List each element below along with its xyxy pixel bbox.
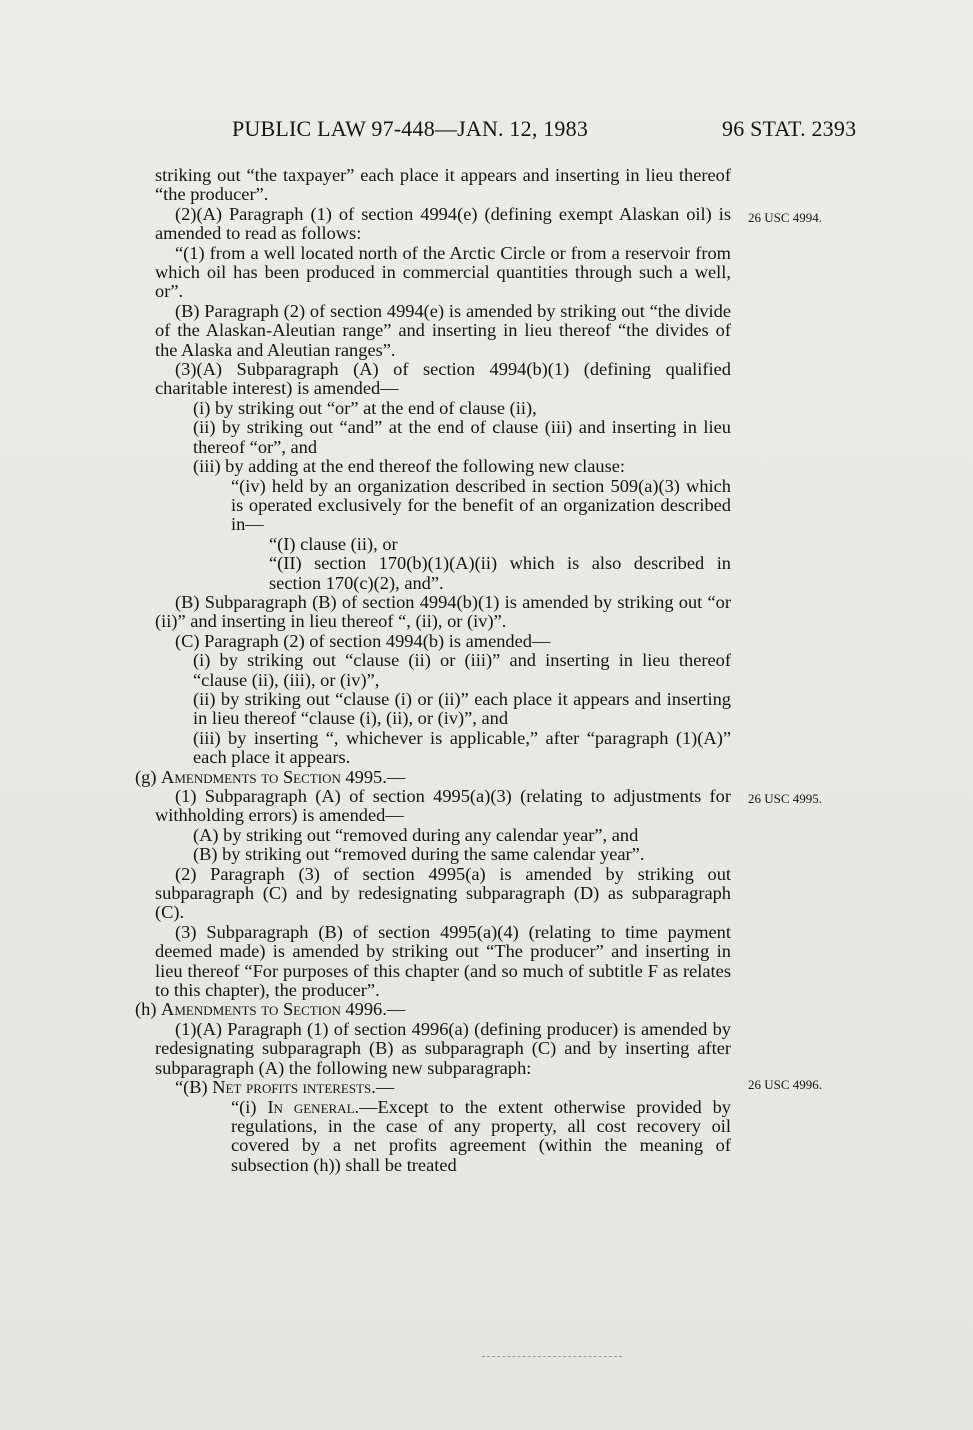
quoted-clause: “(iv) held by an organization described in section 509(a)(3) which is operated exclusively for the benefit of an organization described in— xyxy=(231,475,731,535)
quoted-subclause: “(I) clause (ii), or xyxy=(269,533,398,554)
clause: (iii) by inserting “, whichever is applicable,” after “paragraph (1)(A)” each place it appears. xyxy=(193,727,731,768)
clause: (ii) by striking out “clause (i) or (ii)” each place it appears and inserting in lieu thereof “clause (i), (ii), or (iv)”, and xyxy=(193,688,731,729)
subsection-label: (g) xyxy=(135,766,162,787)
quoted-heading xyxy=(155,1078,731,1097)
paragraph: (3)(A) Subparagraph (A) of section 4994(b)(1) (defining qualified charitable interest) is amended— xyxy=(155,359,731,399)
subsection-title: Amendments to Section 4996.— xyxy=(161,999,406,1020)
paragraph: (C) Paragraph (2) of section 4994(b) is amended— xyxy=(175,630,551,651)
quoted-clause xyxy=(155,1098,731,1176)
margin-citation: 26 USC 4994. xyxy=(748,210,823,225)
section-heading xyxy=(135,768,731,787)
document-body xyxy=(135,165,731,1175)
clause: (i) by striking out “or” at the end of clause (ii), xyxy=(193,397,537,418)
law-title: PUBLIC LAW 97-448—JAN. 12, 1983 xyxy=(232,116,589,141)
quoted-title: Net profits interests.— xyxy=(212,1077,395,1098)
clause: (i) by striking out “clause (ii) or (iii)” and inserting in lieu thereof “clause (ii), (iii), or (iv)”, xyxy=(193,650,731,690)
paragraph: (1)(A) Paragraph (1) of section 4996(a) (defining producer) is amended by redesignating subparagraph (B) as subparagraph (C) and by inserting after subparagraph (A) the following new subparagraph: xyxy=(155,1018,731,1078)
scan-artifact xyxy=(482,1356,622,1359)
quoted-label: “(B) xyxy=(175,1077,213,1098)
clause-title: In general. xyxy=(267,1096,360,1117)
paragraph: (2)(A) Paragraph (1) of section 4994(e) (defining exempt Alaskan oil) is amended to read as follows: xyxy=(155,203,731,244)
paragraph: (B) Paragraph (2) of section 4994(e) is amended by striking out “the divide of the Alaskan-Aleutian range” and inserting in lieu thereof “the divides of the Alaska and Aleutian ranges”. xyxy=(155,300,731,360)
clause-label: “(i) xyxy=(231,1096,268,1117)
paragraph: (3) Subparagraph (B) of section 4995(a)(4) (relating to time payment deemed made) is amended by striking out “The producer” and inserting in lieu thereof “For purposes of this chapter (and so much of subtitle F as relates to this chapter), the producer”. xyxy=(155,921,731,1001)
paragraph: (1) Subparagraph (A) of section 4995(a)(3) (relating to adjustments for withholding errors) is amended— xyxy=(155,786,731,826)
clause: (B) by striking out “removed during the same calendar year”. xyxy=(193,844,645,865)
quoted-paragraph: “(1) from a well located north of the Arctic Circle or from a reservoir from which oil has been produced in commercial quantities through such a well, or”. xyxy=(155,242,731,302)
section-heading xyxy=(135,1000,731,1019)
margin-citation: 26 USC 4996. xyxy=(748,1077,823,1092)
paragraph: (B) Subparagraph (B) of section 4994(b)(1) is amended by striking out “or (ii)” and inserting in lieu thereof “, (ii), or (iv)”. xyxy=(155,591,731,632)
clause: (iii) by adding at the end thereof the following new clause: xyxy=(193,456,626,477)
paragraph: striking out “the taxpayer” each place it appears and inserting in lieu thereof “the producer”. xyxy=(155,165,731,205)
subsection-label: (h) xyxy=(135,999,162,1020)
page-header xyxy=(0,116,973,146)
statute-page-number: 96 STAT. 2393 xyxy=(722,116,857,141)
paragraph: (2) Paragraph (3) of section 4995(a) is amended by striking out subparagraph (C) and by redesignating subparagraph (D) as subparagraph (C). xyxy=(155,863,731,923)
margin-citation: 26 USC 4995. xyxy=(748,791,823,806)
clause-text: —Except to the extent otherwise provided by regulations, in the case of any property, all cost recovery oil covered by a net profits agreement (within the meaning of subsection (h)) shall be treated xyxy=(231,1096,731,1175)
subsection-title: Amendments to Section 4995.— xyxy=(161,766,406,787)
quoted-subclause: “(II) section 170(b)(1)(A)(ii) which is also described in section 170(c)(2), and”. xyxy=(269,553,731,593)
clause: (ii) by striking out “and” at the end of clause (iii) and inserting in lieu thereof “or”, and xyxy=(193,417,731,457)
clause: (A) by striking out “removed during any calendar year”, and xyxy=(193,824,639,845)
